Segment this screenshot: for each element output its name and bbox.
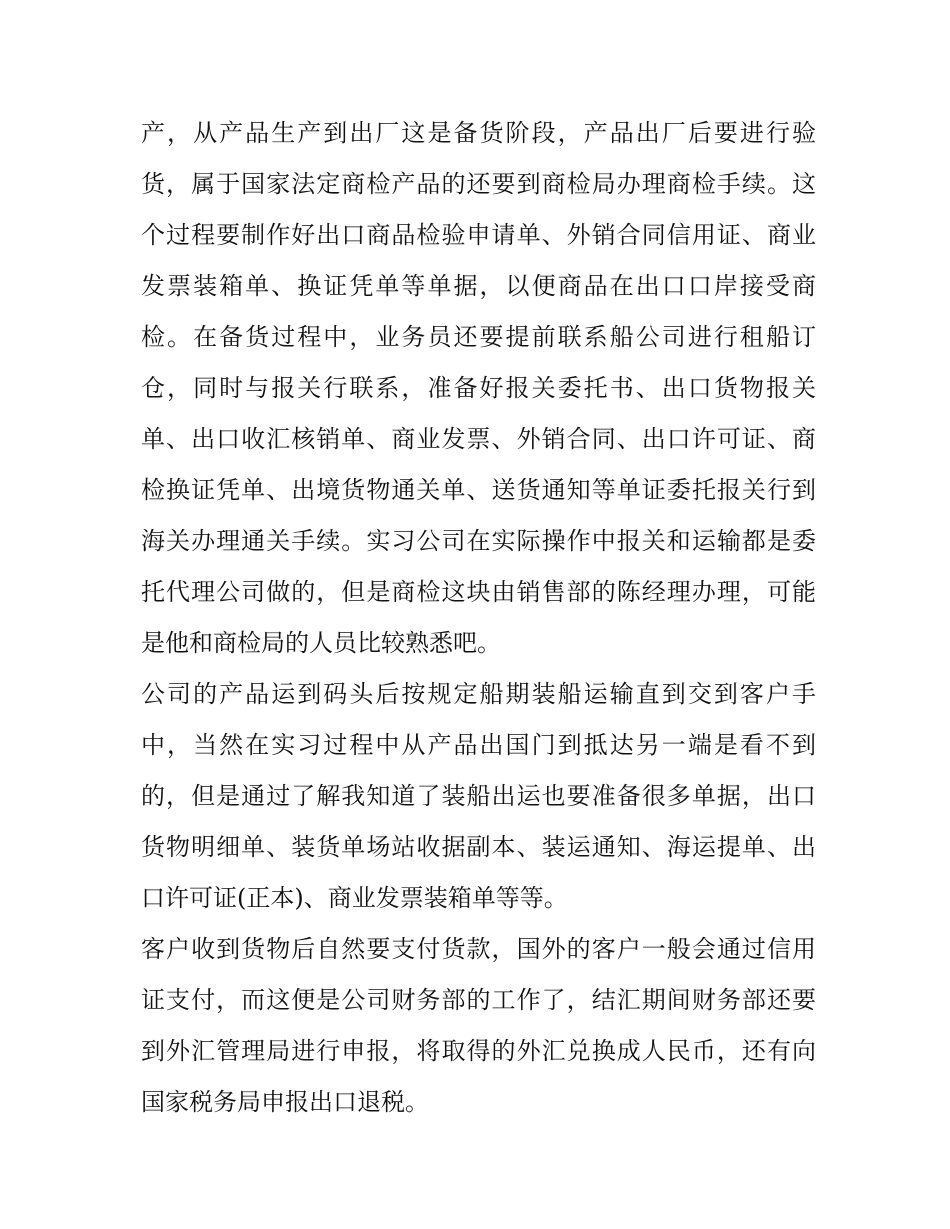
text-line: 证支付，而这便是公司财务部的工作了，结汇期间财务部还要 [141, 986, 816, 1014]
text-line: 的，但是通过了解我知道了装船出运也要准备很多单据，出口 [141, 782, 816, 810]
text-line: 公司的产品运到码头后按规定船期装船运输直到交到客户手 [141, 680, 816, 708]
text-line: 货物明细单、装货单场站收据副本、装运通知、海运提单、出 [141, 833, 816, 861]
text-line: 客户收到货物后自然要支付货款，国外的客户一般会通过信用 [141, 935, 816, 963]
text-line: 检换证凭单、出境货物通关单、送货通知等单证委托报关行到 [141, 476, 816, 504]
text-line: 国家税务局申报出口退税。 [141, 1088, 429, 1116]
document-page [141, 108, 816, 1128]
text-line: 托代理公司做的，但是商检这块由销售部的陈经理办理，可能 [141, 578, 816, 606]
paragraph-2 [141, 669, 816, 924]
text-line: 到外汇管理局进行申报，将取得的外汇兑换成人民币，还有向 [141, 1037, 816, 1065]
text-line: 检。在备货过程中，业务员还要提前联系船公司进行租船订 [141, 323, 816, 351]
text-line: 海关办理通关手续。实习公司在实际操作中报关和运输都是委 [141, 527, 816, 555]
text-line: 发票装箱单、换证凭单等单据，以便商品在出口口岸接受商 [141, 272, 816, 300]
text-line: 口许可证(正本)、商业发票装箱单等等。 [141, 884, 568, 912]
paragraph-3 [141, 924, 816, 1128]
text-line: 仓，同时与报关行联系，准备好报关委托书、出口货物报关 [141, 374, 816, 402]
text-line: 是他和商检局的人员比较熟悉吧。 [141, 629, 501, 657]
text-line: 个过程要制作好出口商品检验申请单、外销合同信用证、商业 [141, 221, 816, 249]
text-line: 中，当然在实习过程中从产品出国门到抵达另一端是看不到 [141, 731, 816, 759]
text-line: 产，从产品生产到出厂这是备货阶段，产品出厂后要进行验 [141, 119, 816, 147]
text-line: 货，属于国家法定商检产品的还要到商检局办理商检手续。这 [141, 170, 816, 198]
paragraph-1 [141, 108, 816, 669]
text-line: 单、出口收汇核销单、商业发票、外销合同、出口许可证、商 [141, 425, 816, 453]
